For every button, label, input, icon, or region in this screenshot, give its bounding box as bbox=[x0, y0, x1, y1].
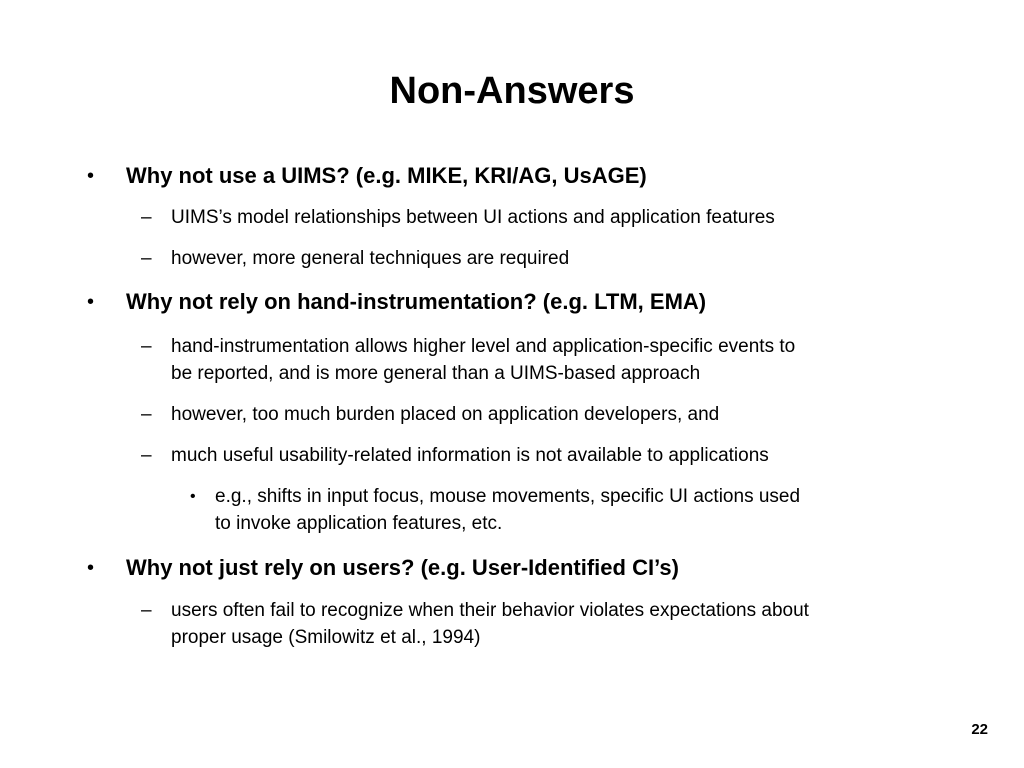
dash-marker: – bbox=[141, 248, 152, 269]
bullet-point-2: Why not rely on hand-instrumentation? (e.g. LTM, EMA) bbox=[126, 289, 707, 314]
sub-sub-point-2-1-line-2: to invoke application features, etc. bbox=[215, 513, 503, 534]
dash-marker: – bbox=[141, 207, 152, 228]
sub-point-1-2: however, more general techniques are required bbox=[171, 248, 570, 269]
sub-point-1-1: UIMS’s model relationships between UI actions and application features bbox=[171, 207, 775, 228]
bullet-marker: • bbox=[87, 165, 95, 187]
bullet-point-3: Why not just rely on users? (e.g. User-Identified CI’s) bbox=[126, 555, 679, 580]
bullet-marker: • bbox=[87, 291, 95, 313]
sub-point-2-2: however, too much burden placed on application developers, and bbox=[171, 404, 720, 425]
slide-title: Non-Answers bbox=[389, 70, 635, 112]
sub-point-3-1-line-2: proper usage (Smilowitz et al., 1994) bbox=[171, 627, 481, 648]
sub-point-2-1-line-1: hand-instrumentation allows higher level and application-specific events to bbox=[171, 336, 796, 357]
sub-sub-point-2-1-line-1: e.g., shifts in input focus, mouse movements, specific UI actions used bbox=[215, 486, 801, 507]
bullet-point-1: Why not use a UIMS? (e.g. MIKE, KRI/AG, UsAGE) bbox=[126, 163, 647, 188]
sub-point-3-1-line-1: users often fail to recognize when their behavior violates expectations about bbox=[171, 600, 809, 621]
dash-marker: – bbox=[141, 336, 152, 357]
sub-point-2-3: much useful usability-related information is not available to applications bbox=[171, 445, 769, 466]
small-bullet-marker: • bbox=[190, 488, 196, 505]
bullet-marker: • bbox=[87, 557, 95, 579]
page-number: 22 bbox=[971, 721, 988, 738]
dash-marker: – bbox=[141, 404, 152, 425]
dash-marker: – bbox=[141, 445, 152, 466]
sub-point-2-1-line-2: be reported, and is more general than a UIMS-based approach bbox=[171, 363, 701, 384]
dash-marker: – bbox=[141, 600, 152, 621]
